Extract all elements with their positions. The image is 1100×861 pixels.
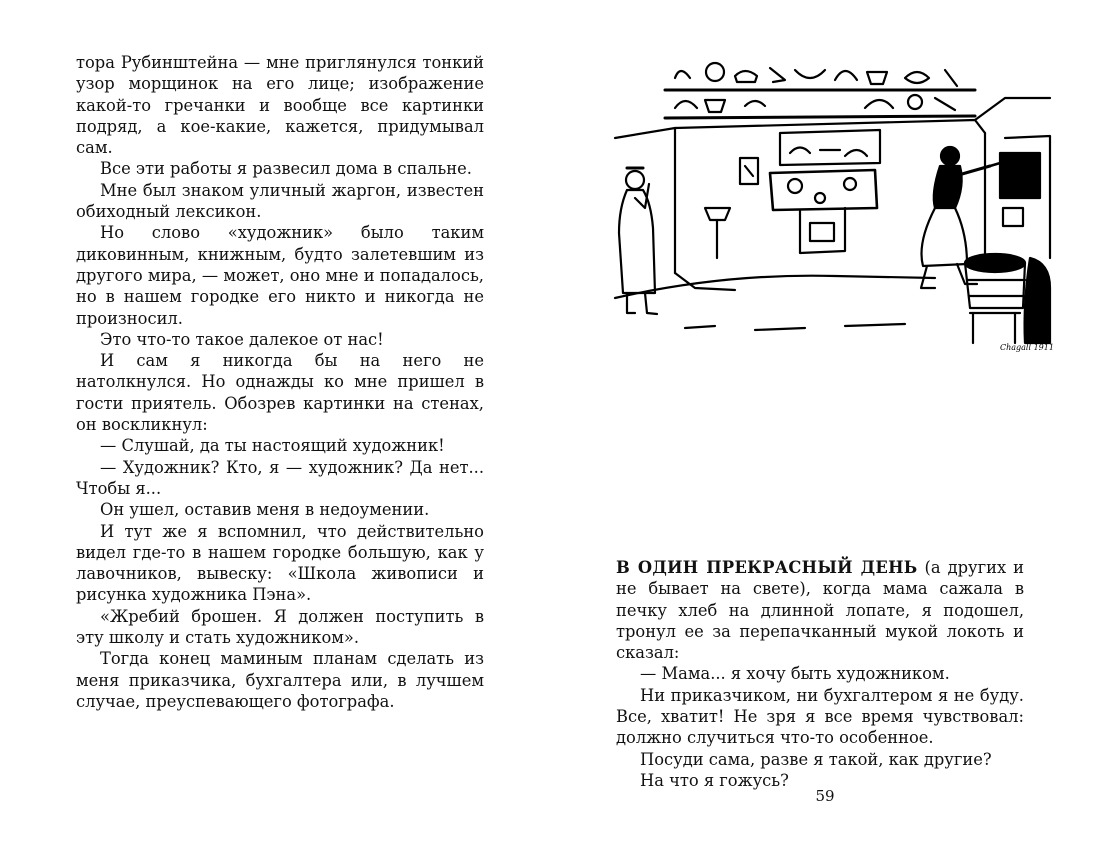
kitchen-sketch-illustration [605,58,1055,358]
paragraph: Все эти работы я развесил дома в спальне. [100,159,472,179]
paragraph: — Слушай, да ты настоящий художник! [100,436,445,456]
paragraph: — Мама... я хочу быть художником. [640,664,950,684]
paragraph: Мне был знаком уличный жаргон, известен обиходный лексикон. [76,180,484,222]
left-text-column [76,52,484,712]
paragraph: На что я гожусь? [640,770,789,790]
lead-paragraph [616,557,1024,663]
paragraph: И сам я никогда бы на него не натолкнулся. Но однажды ко мне пришел в гости приятель. Обозрев картинки на стенах, он воскликнул: [76,351,484,435]
right-text-column [616,557,1024,791]
paragraph: Это что-то такое далекое от нас! [100,329,384,349]
right-page [550,0,1100,861]
lead-rest: (а других и не бывает на свете), когда мама сажала в печку хлеб на длинной лопате, я подошел, тронул ее за перепачканный мукой локоть и сказал: [616,558,1024,663]
page-number: 59 [815,787,835,805]
paragraph: Тогда конец маминым планам сделать из меня приказчика, бухгалтера или, в лучшем случае, преуспевающего фотографа. [76,649,484,711]
paragraph: — Художник? Кто, я — художник? Да нет... Чтобы я... [76,457,484,498]
paragraph: Он ушел, оставив меня в недоумении. [100,500,430,520]
paragraph: «Жребий брошен. Я должен поступить в эту школу и стать художником». [76,606,484,648]
paragraph: Ни приказчиком, ни бухгалтером я не буду. Все, хватит! Не зря я все время чувствовал: должно случиться что-то особенное. [616,685,1024,748]
lead-caps: В ОДИН ПРЕКРАСНЫЙ ДЕНЬ [616,558,918,577]
paragraph: Посуди сама, разве я такой, как другие? [640,749,992,769]
paragraph: Но слово «художник» было таким диковинным, книжным, будто залетевшим из другого мира, — может, оно мне и попадалось, но в нашем городке его никто и никогда не произносил. [76,223,484,328]
paragraph: тора Рубинштейна — мне приглянулся тонкий узор морщинок на его лице; изображение какой-то гречанки и вообще все картинки подряд, а кое-какие, кажется, придумывал сам. [76,53,484,158]
illustration-signature: Chagall 1911 [1000,343,1054,352]
paragraph: И тут же я вспомнил, что действительно видел где-то в нашем городке большую, как у лавочников, вывеску: «Школа живописи и рисунка художника Пэна». [76,521,484,605]
